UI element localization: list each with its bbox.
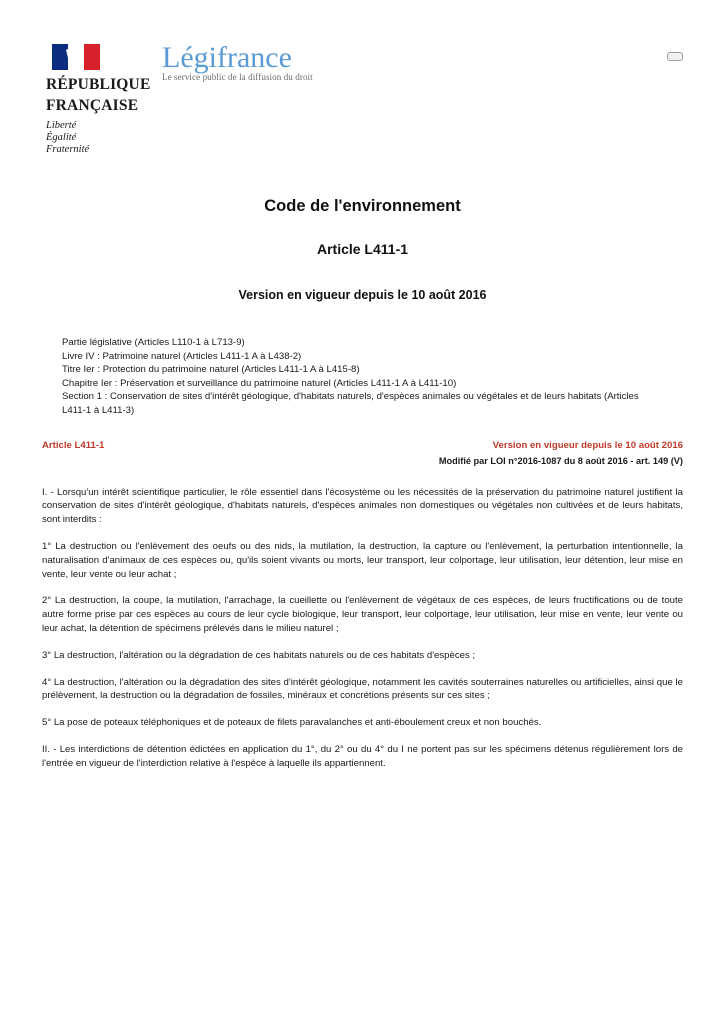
legifrance-logo[interactable] bbox=[162, 42, 313, 82]
breadcrumb-item-livre[interactable]: Livre IV : Patrimoine naturel (Articles L411-1 A à L438-2) bbox=[62, 350, 302, 362]
breadcrumb-item-chapitre[interactable]: Chapitre Ier : Préservation et surveillance du patrimoine naturel (Articles L411-1 A à L411-10) bbox=[62, 377, 457, 389]
devise-fraternite: Fraternité bbox=[46, 144, 90, 155]
legifrance-title: Légifrance bbox=[162, 41, 292, 74]
article-meta-right bbox=[439, 440, 683, 466]
page-title: Code de l'environnement bbox=[264, 197, 461, 215]
article-id-label: Article L411-1 bbox=[42, 439, 105, 451]
paragraph-ii: II. - Les interdictions de détention édictées en application du 1°, du 2° ou du 4° du I ne portent pas sur les spécimens détenus régulièrement lors de l'entrée en vigueur de l'interdiction relative à l'espèce à laquelle ils appartiennent. bbox=[42, 743, 683, 769]
breadcrumb-item-partie[interactable]: Partie législative (Articles L110-1 à L713-9) bbox=[62, 337, 245, 348]
breadcrumb-item-section[interactable]: Section 1 : Conservation de sites d'intérêt géologique, d'habitats naturels, d'espèces animales ou végétales et de leurs habitats (Articles L411-1 à L411-3) bbox=[62, 391, 639, 416]
paragraph-1: 1° La destruction ou l'enlèvement des oeufs ou des nids, la mutilation, la destruction, la capture ou l'enlèvement, la perturbation intentionnelle, la naturalisation d'animaux de ces espèces ou, qu'ils soient vivants ou morts, leur transport, leur colportage, leur utilisation, leur détention, leur mise en vente, leur vente ou leur achat ; bbox=[42, 540, 683, 580]
paragraph-2: 2° La destruction, la coupe, la mutilation, l'arrachage, la cueillette ou l'enlèvement de végétaux de ces espèces, de leurs fructifications ou de toute autre forme prise par ces espèces au cours de leur cycle biologique, leur transport, leur colportage, leur utilisation, leur mise en vente, leur vente ou leur achat, la détention de spécimens prélevés dans le milieu naturel ; bbox=[42, 595, 683, 634]
minimize-icon[interactable] bbox=[667, 52, 683, 61]
modified-by-label: Modifié par LOI n°2016-1087 du 8 août 2016 - art. 149 (V) bbox=[438, 455, 683, 466]
paragraph-3: 3° La destruction, l'altération ou la dégradation de ces habitats naturels ou de ces habitats d'espèces ; bbox=[42, 649, 476, 661]
breadcrumb bbox=[62, 336, 662, 418]
version-heading: Version en vigueur depuis le 10 août 2016 bbox=[238, 288, 487, 302]
paragraph-5: 5° La pose de poteaux téléphoniques et de poteaux de filets paravalanches et anti-éboulement creux et non bouchés. bbox=[42, 717, 542, 729]
article-heading: Article L411-1 bbox=[316, 241, 409, 257]
article-body bbox=[42, 486, 683, 771]
devise-egalite: Égalité bbox=[46, 132, 77, 143]
french-flag-icon bbox=[52, 42, 108, 72]
legifrance-subtitle: Le service public de la diffusion du droit bbox=[162, 72, 313, 82]
breadcrumb-item-titre[interactable]: Titre Ier : Protection du patrimoine naturel (Articles L411-1 A à L415-8) bbox=[62, 364, 360, 376]
paragraph-4: 4° La destruction, l'altération ou la dégradation des sites d'intérêt géologique, notamment les cavités souterraines naturelles ou artificielles, ainsi que le prélèvement, la destruction ou la dégradation de fossiles, minéraux et concrétions présents sur ces sites ; bbox=[42, 676, 683, 702]
marianne-block bbox=[46, 42, 166, 156]
devise-liberte: Liberté bbox=[46, 120, 77, 131]
article-meta bbox=[42, 440, 683, 472]
paragraph-i: I. - Lorsqu'un intérêt scientifique particulier, le rôle essentiel dans l'écosystème ou les nécessités de la préservation du patrimoine naturel justifient la conservation de sites d'intérêt géologique, d'habitats naturels, d'espèces animales non domestiques ou végétales non cultivées et de leurs habitats, sont interdits : bbox=[42, 486, 683, 526]
status-badge: Version en vigueur depuis le 10 août 2016 bbox=[492, 439, 683, 451]
republique-line-1: RÉPUBLIQUE bbox=[46, 76, 151, 93]
page-header bbox=[0, 0, 725, 155]
republique-line-2: FRANÇAISE bbox=[46, 97, 139, 114]
devise bbox=[46, 120, 166, 156]
